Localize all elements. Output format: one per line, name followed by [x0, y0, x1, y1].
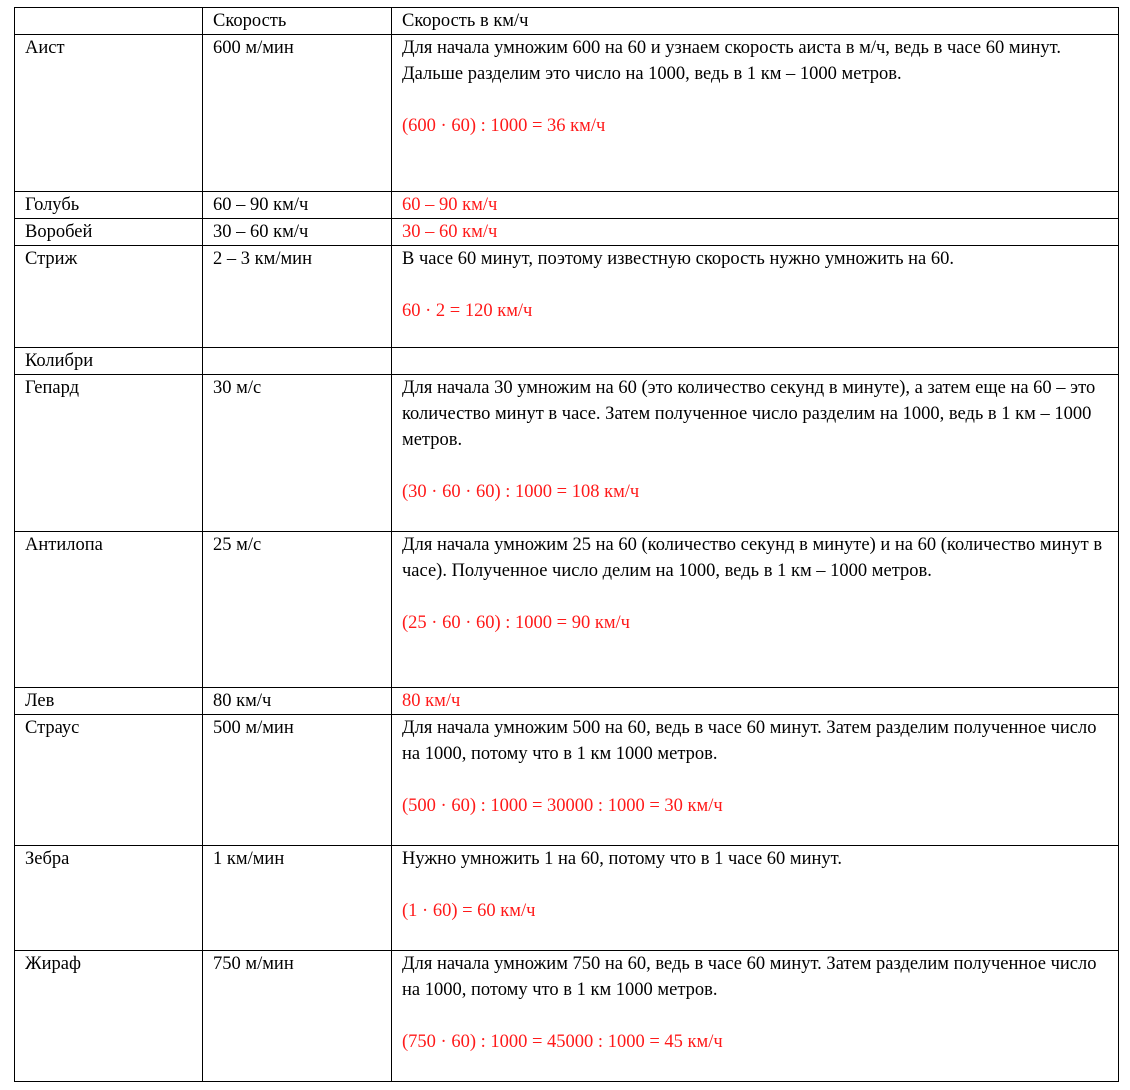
table-row [15, 348, 1119, 375]
conversion-cell [392, 375, 1119, 532]
conversion-explanation: Для начала умножим 25 на 60 (количество секунд в минуте) и на 60 (количество минут в часе). Полученное число делим на 1000, ведь в 1 км – 1000 метров. [402, 535, 1103, 581]
animal-name-cell: Воробей [15, 219, 203, 246]
conversion-cell [392, 715, 1119, 846]
header-cell-speed-kmh: Скорость в км/ч [392, 8, 1119, 35]
conversion-result: (25 · 60 · 60) : 1000 = 90 км/ч [402, 613, 630, 633]
animal-name-cell: Зебра [15, 846, 203, 951]
animal-name-cell: Антилопа [15, 532, 203, 688]
conversion-result: (500 · 60) : 1000 = 30000 : 1000 = 30 км/ч [402, 796, 723, 816]
table-row [15, 846, 1119, 951]
table-row [15, 715, 1119, 846]
conversion-explanation: В часе 60 минут, поэтому известную скорость нужно умножить на 60. [402, 249, 955, 269]
table-row [15, 688, 1119, 715]
conversion-result: (750 · 60) : 1000 = 45000 : 1000 = 45 км/ч [402, 1032, 723, 1052]
animal-speed-cell: 30 – 60 км/ч [203, 219, 392, 246]
conversion-result: (600 · 60) : 1000 = 36 км/ч [402, 116, 606, 136]
conversion-result: 80 км/ч [392, 688, 1119, 715]
animal-speed-cell: 750 м/мин [203, 951, 392, 1082]
animal-speed-cell: 2 – 3 км/мин [203, 246, 392, 348]
animal-speed-cell: 25 м/с [203, 532, 392, 688]
table-row [15, 35, 1119, 192]
animal-speed-cell [203, 348, 392, 375]
animal-speed-cell: 30 м/с [203, 375, 392, 532]
conversion-explanation: Для начала умножим 750 на 60, ведь в часе 60 минут. Затем разделим полученное число на 1000, потому что в 1 км 1000 метров. [402, 954, 1097, 1000]
conversion-explanation: Для начала умножим 600 на 60 и узнаем скорость аиста в м/ч, ведь в часе 60 минут. Дальше разделим это число на 1000, ведь в 1 км – 1000 метров. [402, 38, 1061, 84]
animal-name-cell: Голубь [15, 192, 203, 219]
animal-speed-cell: 1 км/мин [203, 846, 392, 951]
table-header-row [15, 8, 1119, 35]
conversion-cell [392, 846, 1119, 951]
conversion-cell [392, 532, 1119, 688]
conversion-result [392, 348, 1119, 375]
conversion-cell [392, 246, 1119, 348]
animal-speed-cell: 80 км/ч [203, 688, 392, 715]
animal-name-cell: Колибри [15, 348, 203, 375]
table-row [15, 951, 1119, 1082]
conversion-result: (1 · 60) = 60 км/ч [402, 901, 536, 921]
animal-name-cell: Гепард [15, 375, 203, 532]
speed-conversion-table [14, 7, 1119, 1082]
table-row [15, 246, 1119, 348]
conversion-result: 30 – 60 км/ч [392, 219, 1119, 246]
conversion-result: 60 · 2 = 120 км/ч [402, 301, 533, 321]
conversion-cell [392, 35, 1119, 192]
animal-name-cell: Страус [15, 715, 203, 846]
conversion-result: (30 · 60 · 60) : 1000 = 108 км/ч [402, 482, 640, 502]
conversion-explanation: Для начала умножим 500 на 60, ведь в часе 60 минут. Затем разделим полученное число на 1000, потому что в 1 км 1000 метров. [402, 718, 1097, 764]
header-cell-animal [15, 8, 203, 35]
animal-name-cell: Аист [15, 35, 203, 192]
conversion-explanation: Для начала 30 умножим на 60 (это количество секунд в минуте), а затем еще на 60 – это количество минут в часе. Затем полученное число разделим на 1000, ведь в 1 км – 1000 метров. [402, 378, 1096, 450]
conversion-cell [392, 951, 1119, 1082]
animal-name-cell: Жираф [15, 951, 203, 1082]
table-row [15, 219, 1119, 246]
animal-speed-cell: 60 – 90 км/ч [203, 192, 392, 219]
animal-speed-cell: 500 м/мин [203, 715, 392, 846]
animal-speed-cell: 600 м/мин [203, 35, 392, 192]
table-row [15, 532, 1119, 688]
table-row [15, 375, 1119, 532]
animal-name-cell: Стриж [15, 246, 203, 348]
header-cell-speed: Скорость [203, 8, 392, 35]
conversion-explanation: Нужно умножить 1 на 60, потому что в 1 часе 60 минут. [402, 849, 842, 869]
table-row [15, 192, 1119, 219]
conversion-result: 60 – 90 км/ч [392, 192, 1119, 219]
animal-name-cell: Лев [15, 688, 203, 715]
